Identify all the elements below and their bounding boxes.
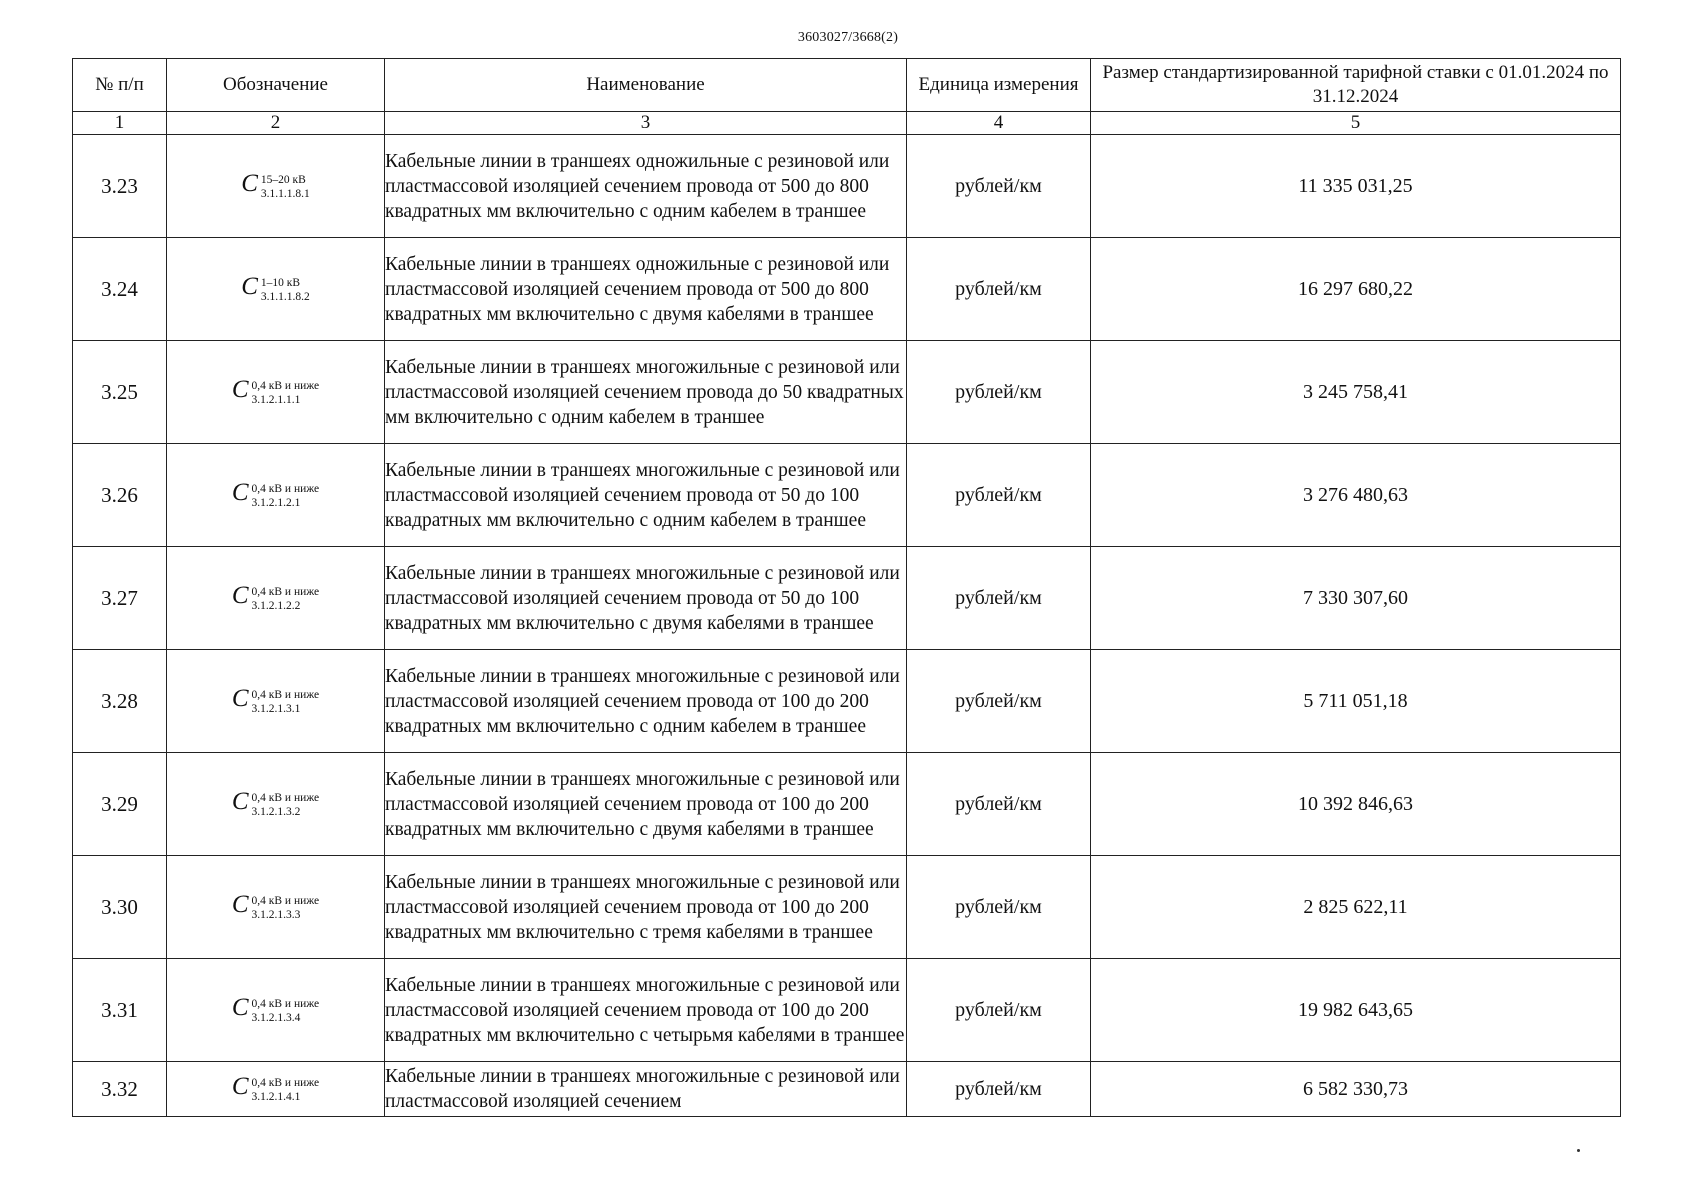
row-unit: рублей/км [907, 959, 1091, 1062]
row-unit: рублей/км [907, 444, 1091, 547]
designation-formula [167, 959, 385, 1062]
table-header-row [73, 59, 1621, 112]
column-number-row [73, 112, 1621, 135]
designation-formula [167, 856, 385, 959]
designation-superscript: 15–20 кВ [260, 173, 306, 186]
designation-subscript: 3.1.1.1.8.1 [260, 187, 310, 200]
row-unit: рублей/км [907, 547, 1091, 650]
designation-superscript: 1–10 кВ [260, 276, 301, 289]
row-rate: 6 582 330,73 [1091, 1062, 1621, 1117]
column-number: 4 [907, 112, 1091, 135]
designation-formula [167, 547, 385, 650]
row-rate: 10 392 846,63 [1091, 753, 1621, 856]
designation-subscript: 3.1.2.1.3.1 [251, 702, 301, 715]
designation-superscript: 0,4 кВ и ниже [251, 1076, 320, 1089]
row-unit: рублей/км [907, 856, 1091, 959]
row-unit: рублей/км [907, 341, 1091, 444]
header-designation: Обозначение [167, 59, 385, 112]
designation-symbol: C [231, 479, 249, 507]
designation-formula [167, 753, 385, 856]
designation-superscript: 0,4 кВ и ниже [251, 482, 320, 495]
table-row [73, 341, 1621, 444]
row-number: 3.24 [73, 238, 167, 341]
designation-superscript: 0,4 кВ и ниже [251, 688, 320, 701]
table-row [73, 135, 1621, 238]
column-number: 2 [167, 112, 385, 135]
designation-superscript: 0,4 кВ и ниже [251, 791, 320, 804]
row-number: 3.25 [73, 341, 167, 444]
row-rate: 5 711 051,18 [1091, 650, 1621, 753]
designation-subscript: 3.1.1.1.8.2 [260, 290, 310, 303]
row-name: Кабельные линии в траншеях одножильные с резиновой или пластмассовой изоляцией сечением провода от 500 до 800 квадратных мм включительно с одним кабелем в траншее [385, 135, 907, 238]
designation-subscript: 3.1.2.1.3.2 [251, 805, 301, 818]
document-number: 3603027/3668(2) [797, 30, 899, 45]
tariff-table [72, 58, 1621, 1117]
designation-formula [167, 650, 385, 753]
designation-formula [167, 1062, 385, 1117]
row-unit: рублей/км [907, 650, 1091, 753]
row-unit: рублей/км [907, 1062, 1091, 1117]
row-unit: рублей/км [907, 135, 1091, 238]
designation-superscript: 0,4 кВ и ниже [251, 585, 320, 598]
table-row [73, 444, 1621, 547]
designation-subscript: 3.1.2.1.1.1 [251, 393, 301, 406]
designation-symbol: C [241, 273, 258, 301]
row-rate: 3 245 758,41 [1091, 341, 1621, 444]
designation-subscript: 3.1.2.1.3.3 [251, 908, 301, 921]
row-name: Кабельные линии в траншеях многожильные с резиновой или пластмассовой изоляцией сечением провода от 50 до 100 квадратных мм включительно с одним кабелем в траншее [385, 444, 907, 547]
row-name: Кабельные линии в траншеях многожильные с резиновой или пластмассовой изоляцией сечением провода от 100 до 200 квадратных мм включительно с четырьмя кабелями в траншее [385, 959, 907, 1062]
designation-subscript: 3.1.2.1.2.2 [251, 599, 301, 612]
designation-superscript: 0,4 кВ и ниже [251, 894, 320, 907]
row-number: 3.30 [73, 856, 167, 959]
designation-formula [167, 238, 385, 341]
row-name: Кабельные линии в траншеях многожильные с резиновой или пластмассовой изоляцией сечением провода от 100 до 200 квадратных мм включительно с тремя кабелями в траншее [385, 856, 907, 959]
designation-symbol: C [231, 1073, 249, 1101]
row-number: 3.23 [73, 135, 167, 238]
row-name: Кабельные линии в траншеях многожильные с резиновой или пластмассовой изоляцией сечением [385, 1062, 907, 1117]
column-number: 1 [73, 112, 167, 135]
header-unit: Единица измерения [907, 59, 1091, 112]
designation-subscript: 3.1.2.1.2.1 [251, 496, 301, 509]
header-rate: Размер стандартизированной тарифной ставки с 01.01.2024 по 31.12.2024 [1091, 59, 1621, 112]
table-row [73, 1062, 1621, 1117]
row-rate: 19 982 643,65 [1091, 959, 1621, 1062]
row-number: 3.27 [73, 547, 167, 650]
row-name: Кабельные линии в траншеях одножильные с резиновой или пластмассовой изоляцией сечением провода от 500 до 800 квадратных мм включительно с двумя кабелями в траншее [385, 238, 907, 341]
row-name: Кабельные линии в траншеях многожильные с резиновой или пластмассовой изоляцией сечением провода от 50 до 100 квадратных мм включительно с двумя кабелями в траншее [385, 547, 907, 650]
designation-formula [167, 444, 385, 547]
column-number: 5 [1091, 112, 1621, 135]
table-row [73, 650, 1621, 753]
designation-subscript: 3.1.2.1.3.4 [251, 1011, 301, 1024]
designation-symbol: C [231, 891, 249, 919]
designation-symbol: C [231, 994, 249, 1022]
header-number: № п/п [73, 59, 167, 112]
table-row [73, 753, 1621, 856]
row-number: 3.32 [73, 1062, 167, 1117]
row-name: Кабельные линии в траншеях многожильные с резиновой или пластмассовой изоляцией сечением провода от 100 до 200 квадратных мм включительно с одним кабелем в траншее [385, 650, 907, 753]
row-rate: 3 276 480,63 [1091, 444, 1621, 547]
row-number: 3.26 [73, 444, 167, 547]
row-rate: 7 330 307,60 [1091, 547, 1621, 650]
row-rate: 16 297 680,22 [1091, 238, 1621, 341]
row-number: 3.28 [73, 650, 167, 753]
designation-symbol: C [231, 582, 249, 610]
designation-formula [167, 135, 385, 238]
scan-speck [1577, 1149, 1580, 1152]
row-unit: рублей/км [907, 753, 1091, 856]
row-rate: 11 335 031,25 [1091, 135, 1621, 238]
row-unit: рублей/км [907, 238, 1091, 341]
table-row [73, 959, 1621, 1062]
designation-symbol: C [231, 788, 249, 816]
column-number: 3 [385, 112, 907, 135]
designation-formula [167, 341, 385, 444]
row-name: Кабельные линии в траншеях многожильные с резиновой или пластмассовой изоляцией сечением провода от 100 до 200 квадратных мм включительно с двумя кабелями в траншее [385, 753, 907, 856]
row-number: 3.31 [73, 959, 167, 1062]
table-row [73, 856, 1621, 959]
designation-superscript: 0,4 кВ и ниже [251, 997, 320, 1010]
table-row [73, 238, 1621, 341]
designation-symbol: C [231, 685, 249, 713]
row-name: Кабельные линии в траншеях многожильные с резиновой или пластмассовой изоляцией сечением провода до 50 квадратных мм включительно с одним кабелем в траншее [385, 341, 907, 444]
table-row [73, 547, 1621, 650]
designation-symbol: C [231, 376, 249, 404]
designation-symbol: C [241, 170, 258, 198]
row-rate: 2 825 622,11 [1091, 856, 1621, 959]
header-name: Наименование [385, 59, 907, 112]
row-number: 3.29 [73, 753, 167, 856]
designation-subscript: 3.1.2.1.4.1 [251, 1090, 301, 1103]
designation-superscript: 0,4 кВ и ниже [251, 379, 320, 392]
